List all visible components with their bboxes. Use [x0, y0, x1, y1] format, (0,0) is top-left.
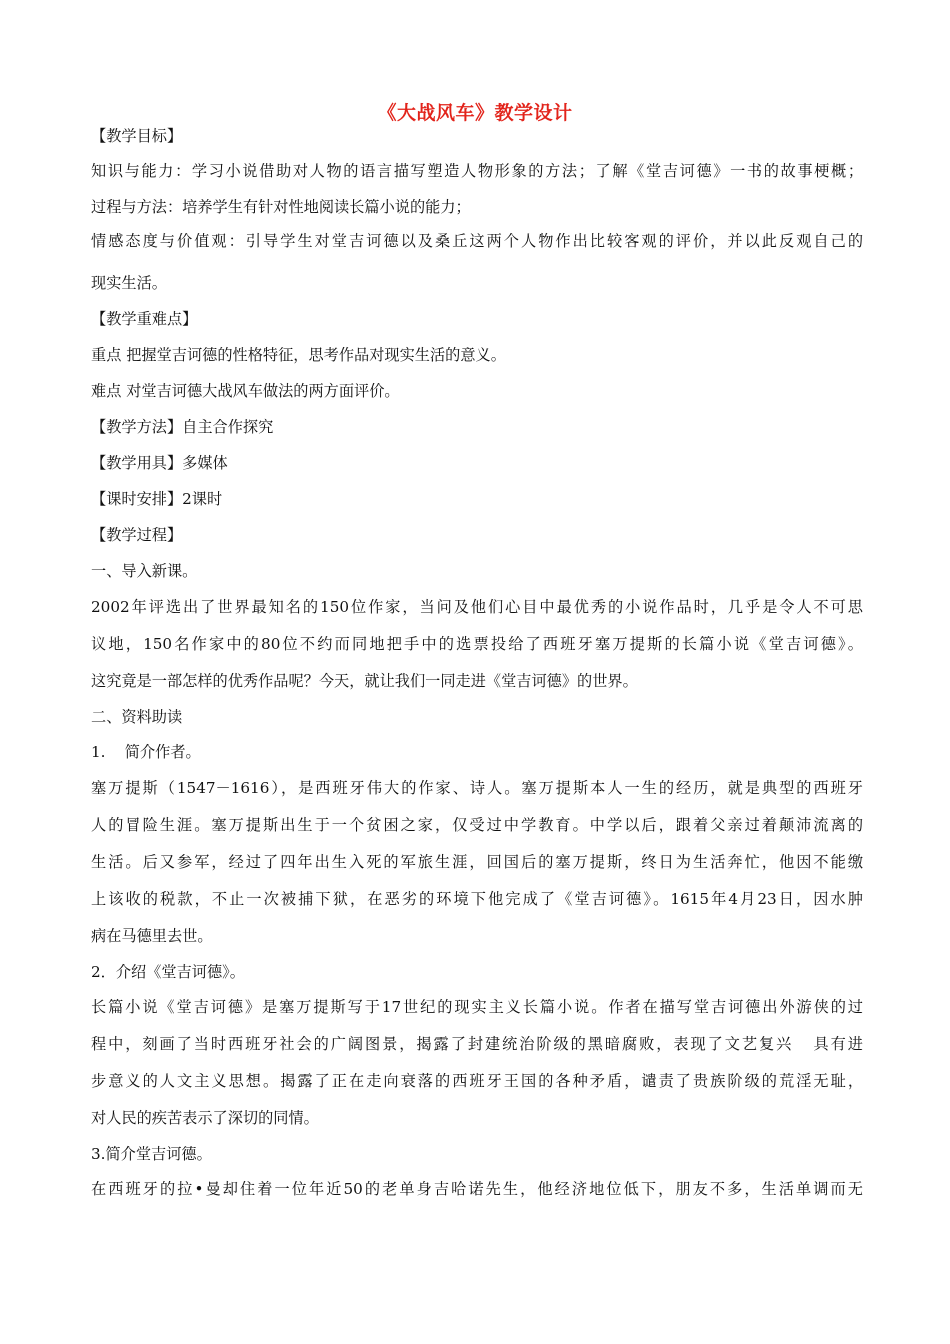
subsection-heading: 一、导入新课。: [91, 562, 198, 580]
section-heading-keypoints: 【教学重难点】: [91, 310, 198, 328]
paragraph-line: 生活。后又参军，经过了四年出生入死的军旅生涯，回国后的塞万提斯，终日为生活奔忙，他因不能缴: [91, 853, 863, 871]
paragraph-line: 病在马德里去世。: [91, 927, 213, 945]
paragraph-line: 上该收的税款，不止一次被捕下狱，在恶劣的环境下他完成了《堂吉诃德》。1615年4月23日，因水肿: [91, 890, 863, 908]
section-heading-method: 【教学方法】自主合作探究: [91, 418, 274, 436]
paragraph-line: 现实生活。: [91, 274, 167, 292]
paragraph-line: 议地，150名作家中的80位不约而同地把手中的选票投给了西班牙塞万提斯的长篇小说《堂吉诃德》。: [91, 635, 863, 653]
paragraph-line: 2002年评选出了世界最知名的150位作家，当问及他们心目中最优秀的小说作品时，几乎是令人不可思: [91, 598, 863, 616]
subsection-heading: 2．介绍《堂吉诃德》。: [91, 963, 245, 981]
paragraph-line: 重点 把握堂吉诃德的性格特征，思考作品对现实生活的意义。: [91, 346, 506, 364]
paragraph-line: 长篇小说《堂吉诃德》是塞万提斯写于17世纪的现实主义长篇小说。作者在描写堂吉诃德出外游侠的过: [91, 998, 863, 1016]
paragraph-line: 对人民的疾苦表示了深切的同情。: [91, 1109, 319, 1127]
subsection-heading: 3.简介堂吉诃德。: [91, 1145, 212, 1163]
section-heading-goals: 【教学目标】: [91, 127, 183, 145]
paragraph-line: 过程与方法：培养学生有针对性地阅读长篇小说的能力；: [91, 198, 471, 216]
paragraph-line: 难点 对堂吉诃德大战风车做法的两方面评价。: [91, 382, 400, 400]
paragraph-line: 人的冒险生涯。塞万提斯出生于一个贫困之家，仅受过中学教育。中学以后，跟着父亲过着颠沛流离的: [91, 816, 863, 834]
paragraph-line: 在西班牙的拉•曼却住着一位年近50的老单身吉哈诺先生，他经济地位低下，朋友不多，生活单调而无: [91, 1180, 863, 1198]
page-title: 《大战风车》教学设计: [377, 102, 573, 124]
section-heading-process: 【教学过程】: [91, 526, 183, 544]
subsection-heading: 二、资料助读: [91, 708, 183, 726]
subsection-heading: 1. 简介作者。: [91, 743, 201, 761]
paragraph-line: 塞万提斯（1547－1616），是西班牙伟大的作家、诗人。塞万提斯本人一生的经历，就是典型的西班牙: [91, 779, 863, 797]
paragraph-line: 知识与能力：学习小说借助对人物的语言描写塑造人物形象的方法；了解《堂吉诃德》一书的故事梗概；: [91, 162, 863, 180]
section-heading-tools: 【教学用具】多媒体: [91, 454, 228, 472]
paragraph-line: 步意义的人文主义思想。揭露了正在走向衰落的西班牙王国的各种矛盾，谴责了贵族阶级的荒淫无耻，: [91, 1072, 863, 1090]
document-body: [91, 124, 863, 1198]
section-heading-schedule: 【课时安排】2课时: [91, 490, 223, 508]
paragraph-line: 情感态度与价值观：引导学生对堂吉诃德以及桑丘这两个人物作出比较客观的评价，并以此反观自己的: [91, 232, 863, 250]
paragraph-line: 这究竟是一部怎样的优秀作品呢？今天，就让我们一同走进《堂吉诃德》的世界。: [91, 672, 638, 690]
paragraph-line: 程中，刻画了当时西班牙社会的广阔图景，揭露了封建统治阶级的黑暗腐败，表现了文艺复兴 具有进: [91, 1035, 863, 1053]
